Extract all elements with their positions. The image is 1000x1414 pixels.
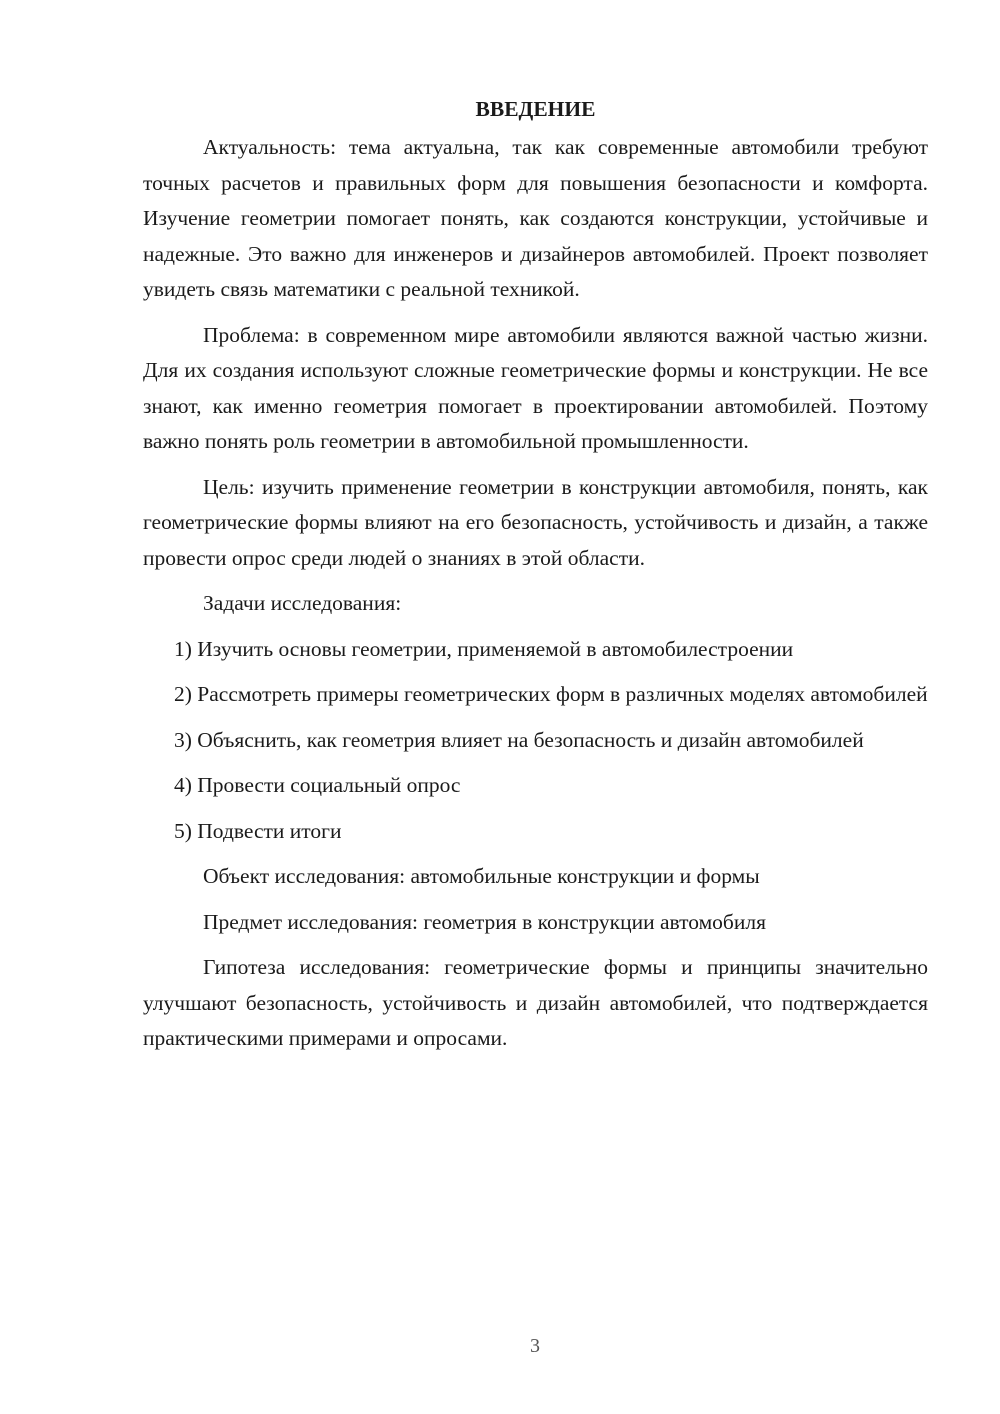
task-item: 2) Рассмотреть примеры геометрических форм в различных моделях автомобилей	[174, 682, 928, 706]
page-number: 3	[530, 1335, 540, 1357]
task-item: 1) Изучить основы геометрии, применяемой в автомобилестроении	[174, 636, 794, 661]
page-content	[143, 92, 928, 1067]
tasks-heading: Задачи исследования:	[203, 591, 402, 615]
tasks-list	[143, 632, 928, 850]
task-item: 3) Объяснить, как геометрия влияет на безопасность и дизайн автомобилей	[174, 727, 864, 752]
problem-paragraph: Проблема: в современном мире автомобили являются важной частью жизни. Для их создания используют сложные геометрические формы и конструкции. Не все знают, как именно геометрия помогает в проектировании автомобилей. Поэтому важно понять роль геометрии в автомобильной промышленности.	[143, 322, 928, 453]
relevance-paragraph: Актуальность: тема актуальна, так как современные автомобили требуют точных расчетов и правильных форм для повышения безопасности и комфорта. Изучение геометрии помогает понять, как создаются конструкции, устойчивые и надежные. Это важно для инженеров и дизайнеров автомобилей. Проект позволяет увидеть связь математики с реальной техникой.	[143, 135, 928, 301]
goal-paragraph: Цель: изучить применение геометрии в конструкции автомобиля, понять, как геометрические формы влияют на его безопасность, устойчивость и дизайн, а также провести опрос среди людей о знаниях в этой области.	[143, 474, 928, 570]
research-object: Объект исследования: автомобильные конструкции и формы	[203, 864, 760, 888]
hypothesis-paragraph: Гипотеза исследования: геометрические формы и принципы значительно улучшают безопасность, устойчивость и дизайн автомобилей, что подтверждается практическими примерами и опросами.	[143, 955, 928, 1050]
task-item: 4) Провести социальный опрос	[174, 773, 461, 797]
research-subject: Предмет исследования: геометрия в конструкции автомобиля	[203, 909, 766, 934]
task-item: 5) Подвести итоги	[174, 818, 342, 843]
page-title: ВВЕДЕНИЕ	[475, 97, 596, 121]
